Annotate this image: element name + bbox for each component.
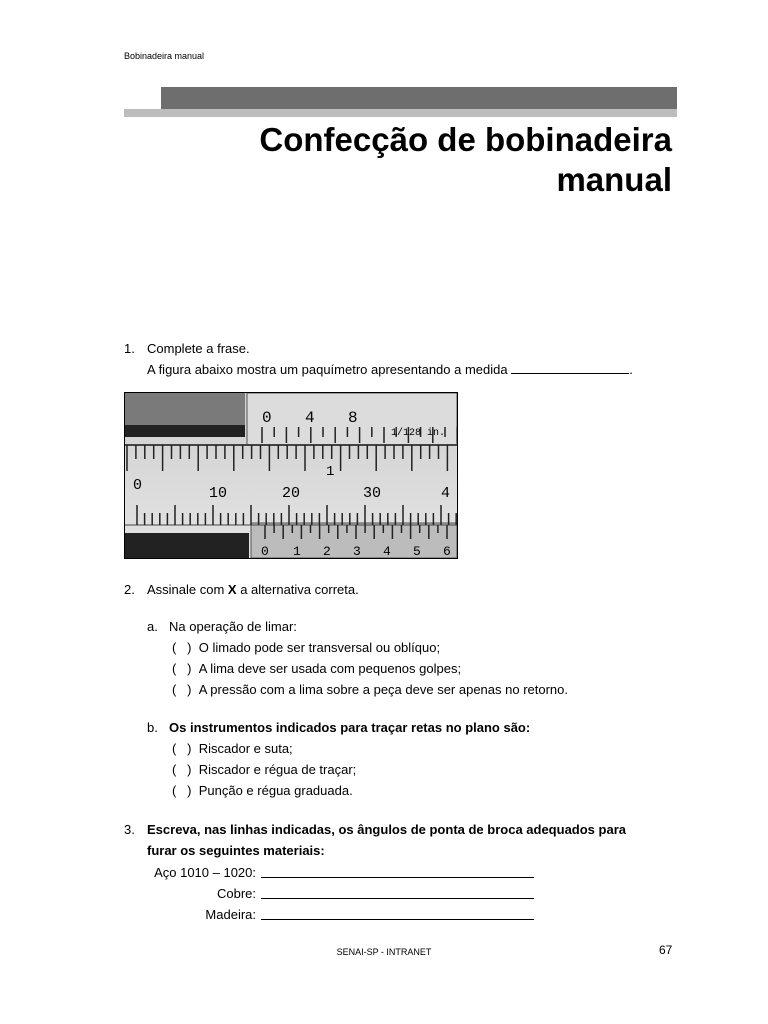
- option-item: [172, 738, 687, 759]
- question-1: [124, 338, 684, 380]
- main-mm-label-1: 10: [209, 485, 228, 502]
- main-inch-label: 1: [326, 464, 335, 480]
- caliper-illustration: [125, 393, 457, 558]
- question-3-prompt-line2: furar os seguintes materiais:: [147, 843, 325, 858]
- question-1-number: 1.: [124, 341, 135, 356]
- running-header: Bobinadeira manual: [124, 51, 205, 61]
- material-row: [124, 883, 544, 904]
- main-mm-label-3: 30: [363, 485, 382, 502]
- question-2-prompt-before: Assinale com: [147, 582, 228, 597]
- question-2b-title: Os instrumentos indicados para traçar retas no plano são:: [169, 720, 531, 735]
- header-bar-dark: [161, 87, 677, 109]
- page-title: [112, 120, 672, 200]
- answer-blank-material[interactable]: [261, 904, 534, 920]
- main-mm-label-0: 0: [133, 477, 143, 494]
- answer-blank-material[interactable]: [261, 862, 534, 878]
- question-2-number: 2.: [124, 582, 135, 597]
- materials-list: [124, 862, 544, 925]
- material-label: Aço 1010 – 1020:: [154, 865, 256, 880]
- vernier-bottom-label-5: 5: [413, 544, 421, 558]
- question-1-sentence: [147, 359, 684, 380]
- option-checkbox[interactable]: ( ): [172, 783, 192, 798]
- vernier-bottom-label-0: 0: [261, 544, 269, 558]
- question-2-prompt-after: a alternativa correta.: [236, 582, 359, 597]
- option-checkbox[interactable]: ( ): [172, 682, 192, 697]
- option-checkbox[interactable]: ( ): [172, 741, 192, 756]
- vernier-top-label-0: 0: [262, 409, 272, 427]
- vernier-top-unit: 1/128 in.: [391, 428, 446, 439]
- vernier-bottom-label-6: 6: [443, 544, 451, 558]
- option-checkbox[interactable]: ( ): [172, 640, 192, 655]
- page-title-line2: manual: [556, 161, 672, 198]
- option-label: A pressão com a lima sobre a peça deve ser apenas no retorno.: [198, 682, 569, 697]
- option-item: [172, 658, 687, 679]
- vernier-bottom-label-3: 3: [353, 544, 361, 558]
- option-label: Punção e régua graduada.: [198, 783, 353, 798]
- caliper-photo: [124, 392, 458, 559]
- answer-blank-measure[interactable]: [511, 361, 629, 374]
- question-3: [124, 819, 694, 861]
- option-item: [172, 679, 687, 700]
- material-row: [124, 862, 544, 883]
- option-label: O limado pode ser transversal ou oblíquo;: [198, 640, 441, 655]
- vernier-bottom-label-2: 2: [323, 544, 331, 558]
- option-checkbox[interactable]: ( ): [172, 762, 192, 777]
- question-3-prompt-line1: Escreva, nas linhas indicadas, os ângulos de ponta de broca adequados para: [147, 822, 626, 837]
- question-1-prompt: Complete a frase.: [147, 341, 250, 356]
- option-checkbox[interactable]: ( ): [172, 661, 192, 676]
- main-mm-label-4: 4: [441, 485, 451, 502]
- vernier-top-label-2: 8: [348, 409, 358, 427]
- question-2b-letter: b.: [147, 720, 158, 735]
- option-item: [172, 780, 687, 801]
- page-number: 67: [659, 943, 673, 957]
- question-2a-letter: a.: [147, 619, 158, 634]
- material-row: [124, 904, 544, 925]
- answer-blank-material[interactable]: [261, 883, 534, 899]
- main-mm-label-2: 20: [282, 485, 301, 502]
- question-2b: [147, 717, 687, 801]
- question-2-prompt-x: X: [227, 582, 237, 597]
- question-2-prompt: [147, 579, 684, 600]
- vernier-top-label-1: 4: [305, 409, 315, 427]
- option-label: Riscador e régua de traçar;: [198, 762, 357, 777]
- question-1-sentence-end: .: [629, 362, 633, 377]
- page-title-line1: Confecção de bobinadeira: [259, 121, 672, 158]
- material-label: Cobre:: [216, 886, 256, 901]
- vernier-bottom-label-1: 1: [293, 544, 301, 558]
- material-label: Madeira:: [205, 907, 256, 922]
- vernier-bottom-label-4: 4: [383, 544, 391, 558]
- question-2: [124, 579, 684, 600]
- option-label: A lima deve ser usada com pequenos golpes;: [198, 661, 462, 676]
- question-1-sentence-text: A figura abaixo mostra um paquímetro apresentando a medida: [147, 362, 508, 377]
- question-3-number: 3.: [124, 822, 135, 837]
- page-footer: SENAI-SP - INTRANET: [336, 947, 432, 957]
- question-2a: [147, 616, 687, 700]
- option-item: [172, 637, 687, 658]
- header-bar-light: [124, 109, 677, 117]
- option-label: Riscador e suta;: [198, 741, 293, 756]
- question-2a-title: Na operação de limar:: [169, 619, 297, 634]
- option-item: [172, 759, 687, 780]
